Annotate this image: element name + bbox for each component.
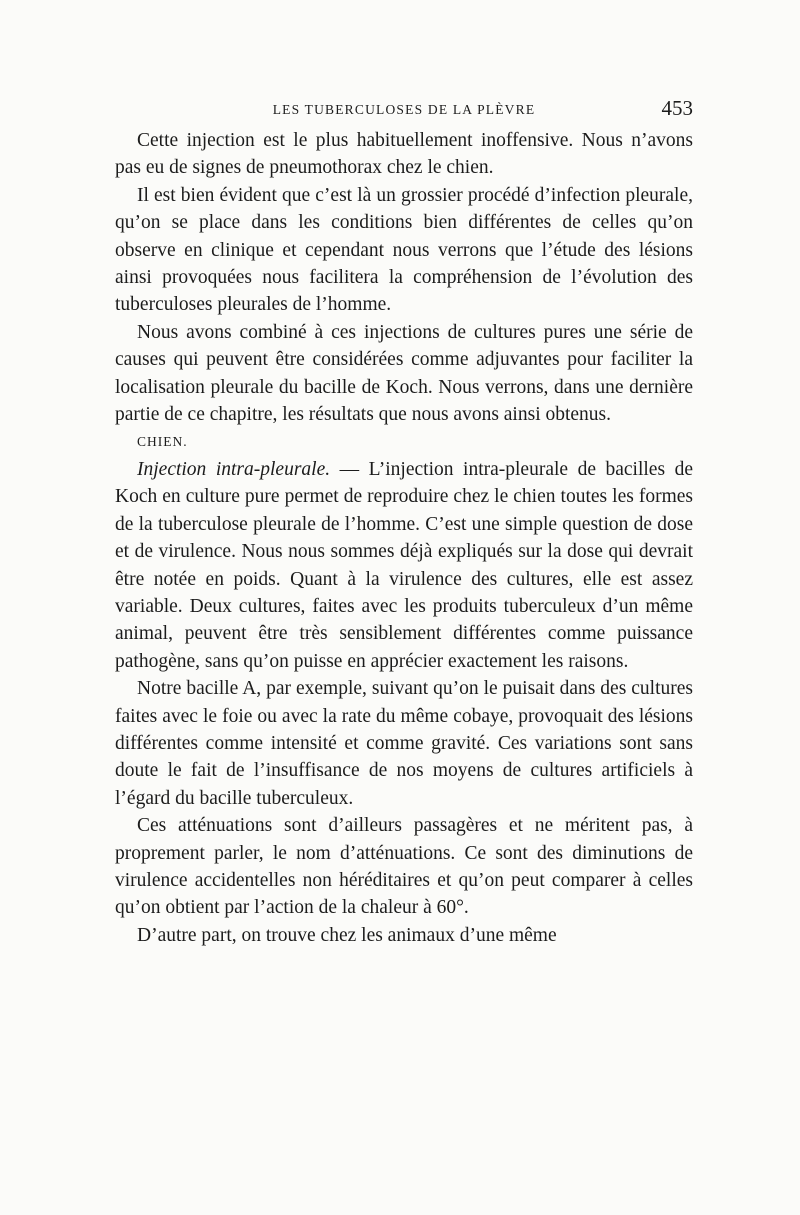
page-header (115, 96, 693, 122)
paragraph-text: — L’injection intra-pleurale de bacilles de Koch en culture pure permet de reproduire chez le chien toutes les formes de la tuberculose pleurale de l’homme. C’est une simple question de dose et de virulence. Nous nous sommes déjà expliqués sur la dose qui devrait être notée en poids. Quant à la virulence des cultures, elle est assez variable. Deux cultures, faites avec les produits tuberculeux d’un même animal, peuvent être très sensiblement différentes comme puissance pathogène, sans qu’on puisse en apprécier exactement les raisons. (115, 458, 693, 672)
paragraph: Il est bien évident que c’est là un grossier procédé d’infection pleurale, qu’on se place dans les conditions bien différentes de celles qu’on observe en clinique et cependant nous verrons que l’étude des lésions ainsi provoquées nous facilitera la compréhension de l’évolution des tuberculoses pleurales de l’homme. (115, 184, 693, 316)
section-title: CHIEN. (137, 434, 188, 450)
paragraph: Nous avons combiné à ces injections de cultures pures une série de causes qui peuvent être considérées comme adjuvantes pour faciliter la localisation pleurale du bacille de Koch. Nous verrons, dans une dernière partie de ce chapitre, les résultats que nous avons ainsi obtenus. (115, 321, 693, 426)
paragraph: Notre bacille A, par exemple, suivant qu’on le puisait dans des cultures faites avec le foie ou avec la rate du même cobaye, provoquait des lésions différentes comme intensité et comme gravité. Ces variations sont sans doute le fait de l’insuffisance de nos moyens de cultures artificiels à l’égard du bacille tuberculeux. (115, 678, 693, 809)
paragraph: Ces atténuations sont d’ailleurs passagères et ne méritent pas, à proprement parler, le nom d’atténuations. Ce sont des diminutions de virulence accidentelles non héréditaires et qu’on peut comparer à celles qu’on obtient par l’action de la chaleur à 60°. (115, 815, 693, 919)
paragraph-lead: Injection intra-pleurale. (137, 458, 331, 480)
paragraph: Cette injection est le plus habituellement inoffensive. Nous n’avons pas eu de signes de pneumothorax chez le chien. (115, 130, 693, 179)
paragraph: D’autre part, on trouve chez les animaux d’une même (137, 924, 557, 946)
page-body (115, 127, 693, 949)
paragraph (115, 456, 693, 675)
running-title: LES TUBERCULOSES DE LA PLÈVRE (272, 102, 536, 117)
page-number: 453 (661, 96, 693, 120)
